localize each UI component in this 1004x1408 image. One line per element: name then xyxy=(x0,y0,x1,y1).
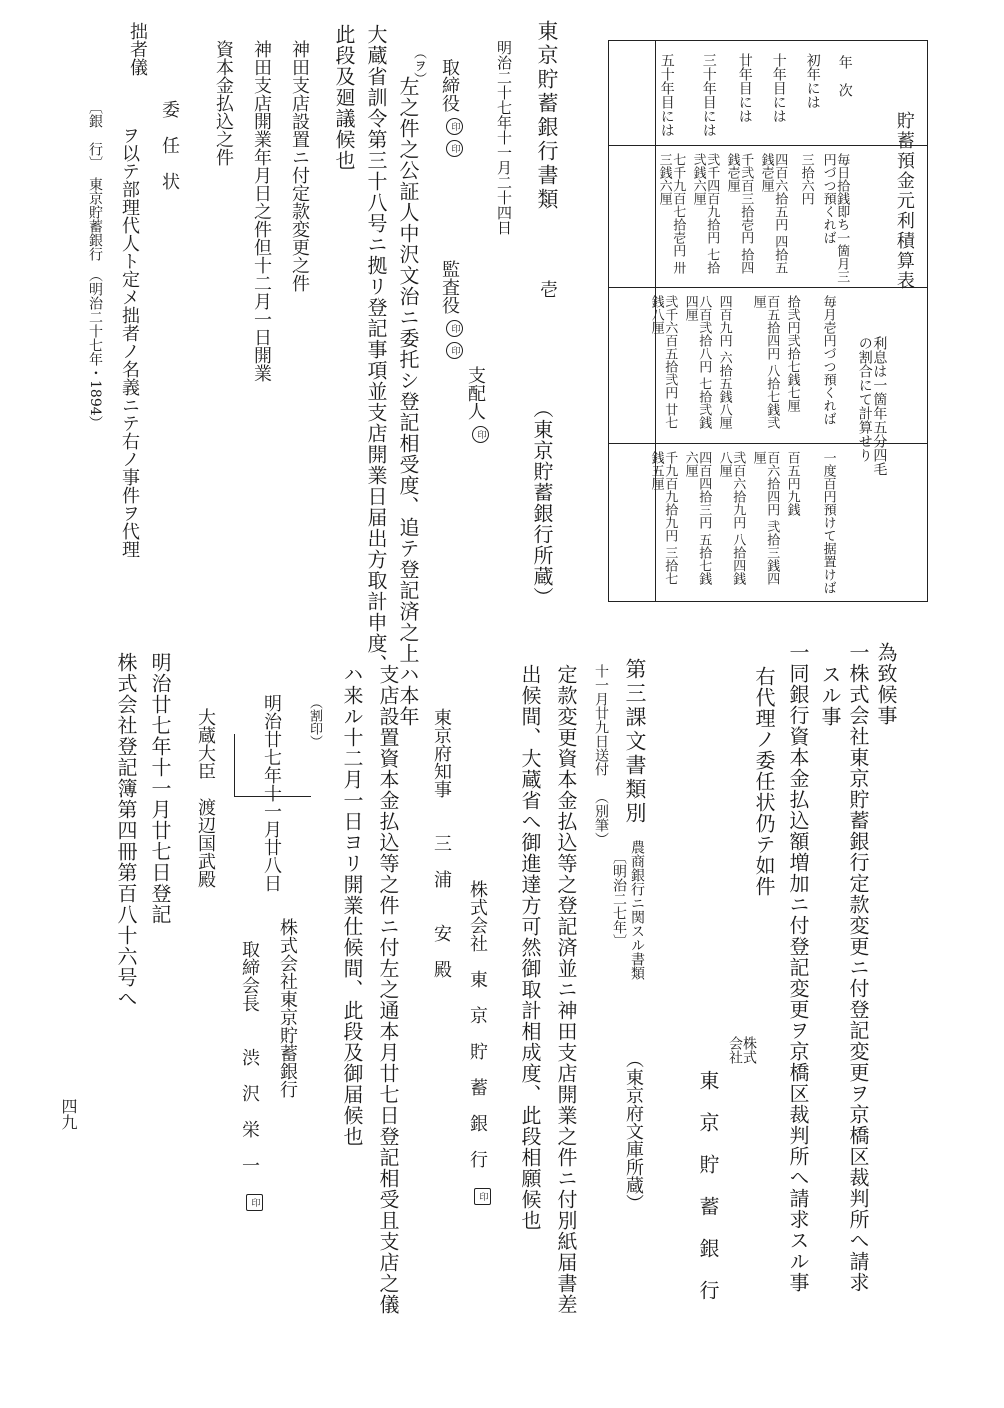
page-number: 四九 xyxy=(59,1098,78,1130)
doc2-tame: 為致候事 xyxy=(874,642,898,726)
doc2-item1b: スル事 xyxy=(818,664,842,727)
doc1-body-3: 此段及廻議候也 xyxy=(332,24,356,171)
doc3-bank2: 株式会社東京貯蓄銀行 xyxy=(277,918,298,1098)
doc3-reg-book: 株式会社登記簿第四冊第百八十六号へ xyxy=(114,652,138,1009)
table-note: 利息は一箇年五分四毛の割合にて計算せり xyxy=(856,336,888,476)
doc3-minister: 大蔵大臣 渡辺国武殿 xyxy=(195,708,216,888)
a-4: 弐千四百九拾円 七拾弐銭六厘 xyxy=(690,153,720,275)
doc2-sig-name: 東 京 貯 蓄 銀 行 xyxy=(696,1070,720,1301)
doc3-sent: 十一月廿九日送付 xyxy=(593,664,609,776)
doc1-mark-wo: （ヲ） xyxy=(411,46,426,85)
doc2-item3: 右代理ノ委任状仍テ如件 xyxy=(752,666,776,897)
seal-icon: 印 xyxy=(472,426,489,443)
chairman-text: 取締会長 渋 沢 栄 一 xyxy=(239,940,260,1174)
table-divider xyxy=(609,145,927,146)
doc3-subtitle-year: 〔明治二七年〕 xyxy=(611,850,627,948)
seal-icon: 印 xyxy=(446,140,463,157)
torishimari-label: 取締役 xyxy=(439,58,460,112)
doc2-item1a: 一株式会社東京貯蓄銀行定款変更ニ付登記変更ヲ京橋区裁判所へ請求 xyxy=(846,642,870,1293)
header-b: 毎月壱円づつ預くれば xyxy=(820,295,836,425)
seal-icon: 印 xyxy=(446,320,463,337)
doc1-item-1: 神田支店設置ニ付定款変更之件 xyxy=(289,40,310,292)
c-4: 四百四拾三円 五拾七銭六厘 xyxy=(682,451,712,586)
doc3-body2-2: ハ来ル十二月一日ヨリ開業仕候間、此段及御届候也 xyxy=(340,664,364,1147)
doc1-item-2: 神田支店開業年月日之件但十二月一日開業 xyxy=(251,40,272,382)
header-a: 毎日拾銭即ち一箇月三円づつ預くれば xyxy=(820,153,850,283)
doc1-item-3: 資本金払込之件 xyxy=(213,40,234,166)
table-title: 貯蓄預金元利積算表 xyxy=(893,111,915,291)
c-5: 千九百九拾九円 三拾七銭五厘 xyxy=(648,451,678,586)
seal-icon: 印 xyxy=(246,1194,263,1211)
doc1-shihainin xyxy=(466,366,489,443)
doc1-title: 東京貯蓄銀行書類 xyxy=(535,20,559,212)
doc3-sent-note: （別筆） xyxy=(593,790,609,846)
col-header-nenji: 年 次 xyxy=(836,55,853,97)
doc3-subtitle: 農商銀行ニ関スル書類 xyxy=(629,840,645,980)
savings-interest-table xyxy=(608,40,928,602)
bank-sig-text: 株式会社 東 京 貯 蓄 銀 行 xyxy=(467,880,488,1168)
kansa-label: 監査役 xyxy=(439,260,460,314)
doc1-date: 明治二十七年十一月二十四日 xyxy=(495,40,513,235)
inin-setsusha: 拙者儀 xyxy=(127,22,148,76)
year-row-3: 廿年目には xyxy=(736,53,753,123)
doc2-item2: 一同銀行資本金払込額増加ニ付登記変更ヲ京橋区裁判所へ請求スル事 xyxy=(786,642,810,1293)
c-2: 百六拾四円 弐拾三銭四厘 xyxy=(750,451,780,586)
b-4: 八百弐拾八円 七拾弐銭四厘 xyxy=(682,295,712,430)
doc3-chairman xyxy=(240,940,263,1211)
seal-icon: 印 xyxy=(446,118,463,135)
doc3-body-2: 出候間、大蔵省へ御進達方可然御取計相成度、此段相願候也 xyxy=(518,664,542,1231)
inin-title: 委 任 状 xyxy=(159,100,180,190)
doc1-footer: 〔銀 行〕 東京貯蓄銀行 （明治二十七年・1894） xyxy=(87,100,103,430)
doc3-seal-note: （割印） xyxy=(307,696,322,748)
doc1-body-2: 大蔵省訓令第三十八号ニ拠リ登記事項並支店開業日届出方取計申度、 xyxy=(364,24,388,675)
seal-icon: 印 xyxy=(446,342,463,359)
table-divider xyxy=(609,287,927,288)
c-1: 百五円九銭 xyxy=(784,451,800,516)
year-row-2: 十年目には xyxy=(770,53,787,123)
doc3-body2-1: 支店設置資本金払込等之件ニ付左之通本月廿七日登記相受且支店之儀 xyxy=(376,664,400,1315)
header-c: 一度百円預けて据置けば xyxy=(820,451,836,594)
doc2-sig-small: 株式会社 xyxy=(727,1036,757,1064)
year-row-4: 三十年目には xyxy=(700,53,717,137)
doc3-body-1: 定款変更資本金払込等之登記済並ニ神田支店開業之件ニ付別紙届書差 xyxy=(554,664,578,1315)
year-row-5: 五十年目には xyxy=(658,53,675,137)
doc1-kansa xyxy=(440,260,463,359)
a-3: 千弐百三拾壱円 拾四銭壱厘 xyxy=(724,153,754,275)
b-5: 弐千六百五拾弐円 廿七銭八厘 xyxy=(648,295,678,430)
doc1-source: （東京貯蓄銀行所蔵） xyxy=(530,398,554,608)
b-3: 四百九円 六拾五銭八厘 xyxy=(716,295,732,430)
doc1-torishimari xyxy=(440,58,463,157)
inin-body: ヲ以テ部理代人ト定メ拙者ノ名義ニテ右ノ事件ヲ代理 xyxy=(119,126,140,558)
shihainin-label: 支配人 xyxy=(465,366,486,420)
year-row-1: 初年には xyxy=(804,53,821,109)
doc1-body-1: 左之件之公証人中沢文治ニ委托シ登記相受度、追テ登記済之上ハ本年 xyxy=(396,76,420,727)
doc3-title: 第三課文書類別 xyxy=(623,658,647,826)
b-2: 百五拾四円 八拾七銭弐厘 xyxy=(750,295,780,430)
seal-icon: 印 xyxy=(474,1188,491,1205)
c-3: 弐百六拾九円 八拾四銭八厘 xyxy=(716,451,746,586)
doc3-source: （東京府文庫所蔵） xyxy=(623,1050,644,1212)
a-2: 四百六拾五円 四拾五銭壱厘 xyxy=(758,153,788,275)
doc3-reg-date: 明治廿七年十一月廿七日登記 xyxy=(148,652,172,925)
b-1: 拾弐円弐拾七銭七厘 xyxy=(784,295,800,412)
a-1: 三拾六円 xyxy=(798,153,814,205)
doc3-bank-sig xyxy=(468,880,491,1205)
a-5: 七千九百七拾壱円 卅三銭六厘 xyxy=(656,153,686,275)
doc1-number: 壱 xyxy=(537,280,558,298)
doc3-date2: 明治廿七年十一月廿八日 xyxy=(261,694,282,892)
doc3-governor: 東京府知事 三 浦 安 殿 xyxy=(431,708,452,978)
